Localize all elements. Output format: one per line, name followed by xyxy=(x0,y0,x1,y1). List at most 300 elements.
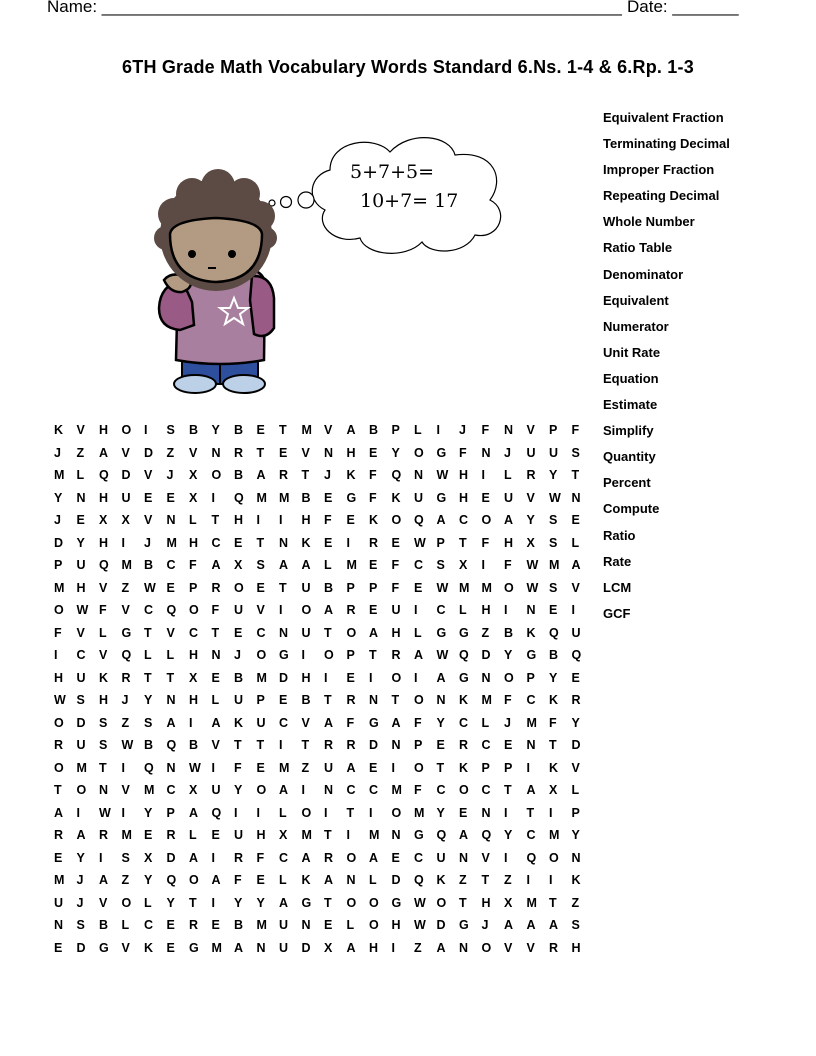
puzzle-letter[interactable]: R xyxy=(166,828,176,842)
puzzle-letter[interactable]: A xyxy=(211,558,221,572)
puzzle-letter[interactable]: U xyxy=(391,603,401,617)
puzzle-letter[interactable]: B xyxy=(234,468,244,482)
puzzle-letter[interactable]: N xyxy=(324,783,334,797)
puzzle-letter[interactable]: E xyxy=(54,850,63,865)
puzzle-letter[interactable]: P xyxy=(346,580,355,595)
puzzle-letter[interactable]: B xyxy=(189,738,199,752)
puzzle-letter[interactable]: M xyxy=(279,760,290,775)
puzzle-letter[interactable]: L xyxy=(99,625,107,640)
puzzle-letter[interactable]: M xyxy=(256,490,267,505)
puzzle-letter[interactable]: I xyxy=(391,940,395,955)
puzzle-letter[interactable]: S xyxy=(549,535,558,550)
puzzle-letter[interactable]: M xyxy=(301,828,312,842)
puzzle-letter[interactable]: M xyxy=(549,828,560,842)
puzzle-letter[interactable]: P xyxy=(436,535,445,550)
puzzle-letter[interactable]: H xyxy=(459,490,469,505)
puzzle-letter[interactable]: C xyxy=(526,828,536,842)
puzzle-letter[interactable]: J xyxy=(144,535,151,550)
puzzle-letter[interactable]: O xyxy=(256,783,267,797)
puzzle-letter[interactable]: E xyxy=(144,490,153,505)
puzzle-letter[interactable]: U xyxy=(234,828,244,842)
puzzle-letter[interactable]: N xyxy=(346,873,356,887)
puzzle-letter[interactable]: T xyxy=(234,738,242,752)
puzzle-letter[interactable]: Q xyxy=(414,513,424,527)
puzzle-letter[interactable]: G xyxy=(279,648,289,662)
puzzle-letter[interactable]: E xyxy=(279,693,288,707)
puzzle-letter[interactable]: T xyxy=(391,693,400,707)
puzzle-letter[interactable]: V xyxy=(301,715,310,730)
puzzle-letter[interactable]: T xyxy=(301,738,310,752)
puzzle-letter[interactable]: T xyxy=(279,423,287,437)
puzzle-letter[interactable]: M xyxy=(121,558,132,572)
puzzle-letter[interactable]: Y xyxy=(549,468,558,482)
puzzle-letter[interactable]: T xyxy=(459,895,467,910)
puzzle-letter[interactable]: U xyxy=(526,445,536,460)
puzzle-letter[interactable]: L xyxy=(481,715,490,730)
puzzle-letter[interactable]: H xyxy=(301,670,311,685)
puzzle-letter[interactable]: A xyxy=(526,783,536,797)
puzzle-letter[interactable]: C xyxy=(459,715,469,730)
puzzle-letter[interactable]: I xyxy=(414,603,418,617)
puzzle-letter[interactable]: O xyxy=(54,603,64,617)
puzzle-letter[interactable]: L xyxy=(144,648,152,662)
puzzle-letter[interactable]: C xyxy=(189,625,199,640)
puzzle-letter[interactable]: I xyxy=(256,513,260,527)
puzzle-letter[interactable]: D xyxy=(54,535,64,550)
puzzle-letter[interactable]: C xyxy=(256,625,266,640)
puzzle-letter[interactable]: V xyxy=(121,603,130,617)
puzzle-letter[interactable]: K xyxy=(144,940,154,955)
puzzle-letter[interactable]: S xyxy=(99,715,108,730)
puzzle-letter[interactable]: L xyxy=(571,783,580,797)
puzzle-letter[interactable]: S xyxy=(99,738,108,752)
puzzle-letter[interactable]: A xyxy=(54,805,64,820)
puzzle-letter[interactable]: I xyxy=(211,760,215,775)
puzzle-letter[interactable]: R xyxy=(369,535,379,550)
puzzle-letter[interactable]: Z xyxy=(121,580,130,595)
puzzle-letter[interactable]: D xyxy=(121,468,131,482)
puzzle-letter[interactable]: M xyxy=(346,558,357,572)
puzzle-letter[interactable]: K xyxy=(571,873,581,887)
puzzle-letter[interactable]: M xyxy=(256,918,267,932)
puzzle-letter[interactable]: B xyxy=(189,423,199,437)
puzzle-letter[interactable]: N xyxy=(481,445,491,460)
puzzle-letter[interactable]: T xyxy=(459,535,467,550)
puzzle-letter[interactable]: I xyxy=(256,805,260,820)
puzzle-letter[interactable]: A xyxy=(346,940,356,955)
puzzle-letter[interactable]: K xyxy=(99,670,109,685)
puzzle-letter[interactable]: U xyxy=(301,580,311,595)
puzzle-letter[interactable]: G xyxy=(301,895,312,910)
puzzle-letter[interactable]: X xyxy=(189,783,198,797)
puzzle-letter[interactable]: M xyxy=(301,423,312,437)
puzzle-letter[interactable]: B xyxy=(144,558,154,572)
puzzle-letter[interactable]: W xyxy=(76,603,89,617)
puzzle-letter[interactable]: R xyxy=(571,693,581,707)
puzzle-letter[interactable]: M xyxy=(526,715,537,730)
puzzle-letter[interactable]: O xyxy=(256,648,267,662)
puzzle-letter[interactable]: I xyxy=(279,738,283,752)
puzzle-letter[interactable]: P xyxy=(526,670,535,685)
puzzle-letter[interactable]: S xyxy=(571,445,580,460)
puzzle-letter[interactable]: F xyxy=(391,580,400,595)
puzzle-letter[interactable]: R xyxy=(99,828,109,842)
puzzle-letter[interactable]: F xyxy=(324,513,332,527)
puzzle-letter[interactable]: B xyxy=(234,670,244,685)
puzzle-letter[interactable]: F xyxy=(99,603,107,617)
puzzle-letter[interactable]: W xyxy=(414,918,426,932)
puzzle-letter[interactable]: R xyxy=(459,738,469,752)
puzzle-letter[interactable]: C xyxy=(459,513,469,527)
puzzle-letter[interactable]: N xyxy=(571,490,581,505)
puzzle-letter[interactable]: E xyxy=(369,558,378,572)
puzzle-letter[interactable]: E xyxy=(256,580,265,595)
puzzle-letter[interactable]: H xyxy=(391,918,401,932)
puzzle-letter[interactable]: Q xyxy=(549,625,559,640)
puzzle-letter[interactable]: I xyxy=(346,535,350,550)
puzzle-letter[interactable]: E xyxy=(211,670,220,685)
puzzle-letter[interactable]: A xyxy=(189,850,199,865)
puzzle-letter[interactable]: W xyxy=(189,760,201,775)
puzzle-letter[interactable]: T xyxy=(54,783,62,797)
puzzle-letter[interactable]: Q xyxy=(234,490,244,505)
puzzle-letter[interactable]: M xyxy=(144,783,155,797)
puzzle-letter[interactable]: P xyxy=(549,423,558,437)
puzzle-letter[interactable]: U xyxy=(76,670,86,685)
puzzle-letter[interactable]: N xyxy=(459,940,469,955)
puzzle-letter[interactable]: X xyxy=(549,783,558,797)
puzzle-letter[interactable]: K xyxy=(459,760,469,775)
puzzle-letter[interactable]: Q xyxy=(166,603,177,617)
puzzle-letter[interactable]: C xyxy=(369,783,379,797)
puzzle-letter[interactable]: Z xyxy=(414,940,422,955)
puzzle-letter[interactable]: N xyxy=(211,648,221,662)
puzzle-letter[interactable]: C xyxy=(144,603,154,617)
puzzle-letter[interactable]: T xyxy=(346,805,355,820)
puzzle-letter[interactable]: N xyxy=(414,468,424,482)
puzzle-letter[interactable]: W xyxy=(436,468,449,482)
puzzle-letter[interactable]: I xyxy=(211,895,215,910)
puzzle-letter[interactable]: Y xyxy=(144,873,153,887)
puzzle-letter[interactable]: W xyxy=(414,535,426,550)
puzzle-letter[interactable]: I xyxy=(301,648,305,662)
puzzle-letter[interactable]: T xyxy=(369,648,377,662)
puzzle-letter[interactable]: H xyxy=(346,445,356,460)
puzzle-letter[interactable]: U xyxy=(256,715,266,730)
puzzle-letter[interactable]: D xyxy=(571,738,581,752)
puzzle-letter[interactable]: Q xyxy=(481,828,492,842)
puzzle-letter[interactable]: L xyxy=(324,558,332,572)
puzzle-letter[interactable]: K xyxy=(234,715,244,730)
puzzle-letter[interactable]: R xyxy=(234,445,244,460)
puzzle-letter[interactable]: J xyxy=(54,445,61,460)
puzzle-letter[interactable]: M xyxy=(414,805,425,820)
puzzle-letter[interactable]: B xyxy=(99,918,109,932)
puzzle-letter[interactable]: B xyxy=(234,423,244,437)
puzzle-letter[interactable]: N xyxy=(391,738,401,752)
puzzle-letter[interactable]: P xyxy=(166,805,175,820)
puzzle-letter[interactable]: A xyxy=(76,828,86,842)
puzzle-letter[interactable]: E xyxy=(166,940,175,955)
puzzle-letter[interactable]: E xyxy=(166,580,175,595)
puzzle-letter[interactable]: V xyxy=(526,490,535,505)
puzzle-letter[interactable]: J xyxy=(76,873,84,887)
puzzle-letter[interactable]: T xyxy=(211,625,220,640)
puzzle-letter[interactable]: F xyxy=(346,715,355,730)
puzzle-letter[interactable]: P xyxy=(414,738,423,752)
puzzle-letter[interactable]: O xyxy=(414,445,424,460)
puzzle-letter[interactable]: G xyxy=(346,490,357,505)
puzzle-letter[interactable]: E xyxy=(504,738,513,752)
puzzle-letter[interactable]: N xyxy=(526,738,536,752)
puzzle-letter[interactable]: T xyxy=(324,693,332,707)
puzzle-letter[interactable]: N xyxy=(369,693,379,707)
puzzle-letter[interactable]: E xyxy=(549,603,558,617)
puzzle-letter[interactable]: Q xyxy=(414,873,424,887)
puzzle-letter[interactable]: T xyxy=(436,760,445,775)
puzzle-letter[interactable]: Y xyxy=(144,693,153,707)
puzzle-letter[interactable]: I xyxy=(189,715,193,730)
puzzle-letter[interactable]: E xyxy=(369,445,378,460)
puzzle-letter[interactable]: Q xyxy=(436,828,447,842)
puzzle-letter[interactable]: T xyxy=(189,895,197,910)
puzzle-letter[interactable]: Y xyxy=(526,513,535,527)
puzzle-letter[interactable]: R xyxy=(279,468,289,482)
puzzle-letter[interactable]: E xyxy=(571,513,580,527)
puzzle-letter[interactable]: Q xyxy=(99,558,109,572)
puzzle-letter[interactable]: K xyxy=(369,513,379,527)
puzzle-letter[interactable]: O xyxy=(54,760,64,775)
puzzle-letter[interactable]: G xyxy=(391,895,402,910)
puzzle-letter[interactable]: M xyxy=(391,783,402,797)
puzzle-letter[interactable]: F xyxy=(256,850,265,865)
puzzle-letter[interactable]: J xyxy=(234,648,241,662)
puzzle-letter[interactable]: H xyxy=(99,535,109,550)
puzzle-letter[interactable]: Q xyxy=(211,805,222,820)
puzzle-letter[interactable]: Z xyxy=(481,625,490,640)
puzzle-letter[interactable]: C xyxy=(481,783,491,797)
puzzle-letter[interactable]: Z xyxy=(301,760,310,775)
puzzle-letter[interactable]: L xyxy=(459,603,467,617)
puzzle-letter[interactable]: A xyxy=(324,603,334,617)
puzzle-letter[interactable]: F xyxy=(414,783,422,797)
puzzle-letter[interactable]: P xyxy=(369,580,378,595)
puzzle-letter[interactable]: A xyxy=(414,648,424,662)
puzzle-letter[interactable]: X xyxy=(189,468,198,482)
puzzle-letter[interactable]: I xyxy=(549,873,553,887)
puzzle-letter[interactable]: Y xyxy=(211,423,220,437)
puzzle-letter[interactable]: A xyxy=(301,850,311,865)
puzzle-letter[interactable]: H xyxy=(189,535,199,550)
puzzle-letter[interactable]: O xyxy=(121,423,132,437)
puzzle-letter[interactable]: G xyxy=(459,625,469,640)
puzzle-letter[interactable]: E xyxy=(324,535,333,550)
puzzle-letter[interactable]: R xyxy=(54,828,64,842)
puzzle-letter[interactable]: L xyxy=(571,535,580,550)
puzzle-letter[interactable]: V xyxy=(256,603,265,617)
puzzle-letter[interactable]: K xyxy=(549,693,559,707)
puzzle-letter[interactable]: X xyxy=(324,940,333,955)
puzzle-letter[interactable]: N xyxy=(391,828,401,842)
puzzle-letter[interactable]: E xyxy=(369,760,378,775)
puzzle-letter[interactable]: I xyxy=(234,805,238,820)
puzzle-letter[interactable]: Y xyxy=(256,895,265,910)
puzzle-letter[interactable]: E xyxy=(76,513,85,527)
puzzle-letter[interactable]: R xyxy=(549,940,559,955)
puzzle-letter[interactable]: V xyxy=(571,580,580,595)
puzzle-letter[interactable]: O xyxy=(301,603,312,617)
puzzle-letter[interactable]: C xyxy=(346,783,356,797)
puzzle-letter[interactable]: X xyxy=(234,558,243,572)
puzzle-letter[interactable]: B xyxy=(144,738,154,752)
puzzle-letter[interactable]: Z xyxy=(121,873,130,887)
puzzle-letter[interactable]: D xyxy=(144,445,154,460)
puzzle-letter[interactable]: A xyxy=(234,940,244,955)
puzzle-letter[interactable]: G xyxy=(369,715,379,730)
puzzle-letter[interactable]: R xyxy=(346,603,356,617)
puzzle-letter[interactable]: N xyxy=(526,603,536,617)
puzzle-letter[interactable]: I xyxy=(54,648,58,662)
puzzle-letter[interactable]: K xyxy=(54,423,64,437)
puzzle-letter[interactable]: I xyxy=(414,670,418,685)
puzzle-letter[interactable]: E xyxy=(481,490,490,505)
puzzle-letter[interactable]: Z xyxy=(121,715,130,730)
puzzle-letter[interactable]: A xyxy=(189,805,199,820)
puzzle-letter[interactable]: C xyxy=(436,783,446,797)
puzzle-letter[interactable]: P xyxy=(504,760,513,775)
puzzle-letter[interactable]: M xyxy=(459,580,470,595)
puzzle-letter[interactable]: E xyxy=(324,490,333,505)
puzzle-letter[interactable]: A xyxy=(279,783,289,797)
puzzle-letter[interactable]: T xyxy=(279,580,287,595)
puzzle-letter[interactable]: R xyxy=(324,850,334,865)
puzzle-letter[interactable]: U xyxy=(301,625,311,640)
puzzle-letter[interactable]: C xyxy=(144,918,154,932)
puzzle-letter[interactable]: B xyxy=(504,625,514,640)
puzzle-letter[interactable]: M xyxy=(481,693,492,707)
puzzle-letter[interactable]: T xyxy=(549,738,557,752)
puzzle-letter[interactable]: B xyxy=(369,423,379,437)
puzzle-letter[interactable]: R xyxy=(234,850,244,865)
puzzle-letter[interactable]: N xyxy=(166,513,176,527)
puzzle-letter[interactable]: F xyxy=(369,468,377,482)
puzzle-letter[interactable]: O xyxy=(369,895,379,910)
puzzle-letter[interactable]: M xyxy=(121,828,132,842)
puzzle-letter[interactable]: H xyxy=(234,513,244,527)
puzzle-letter[interactable]: Z xyxy=(459,873,467,887)
puzzle-letter[interactable]: S xyxy=(121,850,130,865)
puzzle-letter[interactable]: H xyxy=(391,625,401,640)
puzzle-letter[interactable]: B xyxy=(549,648,559,662)
puzzle-letter[interactable]: L xyxy=(504,468,512,482)
puzzle-letter[interactable]: E xyxy=(211,918,220,932)
puzzle-letter[interactable]: L xyxy=(121,918,130,932)
puzzle-letter[interactable]: E xyxy=(369,603,378,617)
puzzle-letter[interactable]: V xyxy=(504,940,513,955)
puzzle-letter[interactable]: Q xyxy=(144,760,154,775)
puzzle-letter[interactable]: C xyxy=(436,603,446,617)
puzzle-letter[interactable]: A xyxy=(549,918,559,932)
puzzle-letter[interactable]: W xyxy=(121,738,134,752)
puzzle-letter[interactable]: R xyxy=(346,738,356,752)
puzzle-letter[interactable]: V xyxy=(121,940,130,955)
puzzle-letter[interactable]: P xyxy=(54,558,63,572)
puzzle-letter[interactable]: D xyxy=(301,940,311,955)
puzzle-letter[interactable]: H xyxy=(571,940,581,955)
puzzle-letter[interactable]: F xyxy=(504,693,512,707)
puzzle-letter[interactable]: U xyxy=(414,490,424,505)
puzzle-letter[interactable]: X xyxy=(459,558,468,572)
puzzle-letter[interactable]: T xyxy=(481,873,490,887)
puzzle-letter[interactable]: H xyxy=(99,693,109,707)
puzzle-letter[interactable]: P xyxy=(256,693,265,707)
puzzle-letter[interactable]: W xyxy=(54,693,66,707)
puzzle-letter[interactable]: J xyxy=(54,513,61,527)
puzzle-letter[interactable]: I xyxy=(369,670,373,685)
puzzle-letter[interactable]: E xyxy=(571,670,580,685)
puzzle-letter[interactable]: Y xyxy=(234,895,243,910)
puzzle-letter[interactable]: H xyxy=(189,648,199,662)
puzzle-letter[interactable]: L xyxy=(369,873,377,887)
puzzle-letter[interactable]: O xyxy=(76,783,87,797)
puzzle-letter[interactable]: H xyxy=(54,670,64,685)
puzzle-letter[interactable]: K xyxy=(549,760,559,775)
puzzle-letter[interactable]: P xyxy=(189,580,198,595)
puzzle-letter[interactable]: G xyxy=(436,445,447,460)
puzzle-letter[interactable]: E xyxy=(54,940,63,955)
puzzle-letter[interactable]: W xyxy=(526,580,539,595)
puzzle-letter[interactable]: N xyxy=(166,693,176,707)
puzzle-letter[interactable]: K xyxy=(346,468,356,482)
puzzle-letter[interactable]: I xyxy=(121,805,125,820)
puzzle-letter[interactable]: A xyxy=(324,715,334,730)
puzzle-letter[interactable]: A xyxy=(211,715,221,730)
puzzle-letter[interactable]: I xyxy=(481,468,485,482)
puzzle-letter[interactable]: U xyxy=(504,490,514,505)
puzzle-letter[interactable]: I xyxy=(481,558,485,572)
puzzle-letter[interactable]: O xyxy=(391,513,402,527)
puzzle-letter[interactable]: H xyxy=(481,603,491,617)
puzzle-letter[interactable]: I xyxy=(211,850,215,865)
puzzle-letter[interactable]: W xyxy=(414,895,426,910)
puzzle-letter[interactable]: F xyxy=(481,535,490,550)
puzzle-letter[interactable]: U xyxy=(211,783,221,797)
puzzle-letter[interactable]: Y xyxy=(234,783,243,797)
puzzle-letter[interactable]: D xyxy=(279,670,289,685)
puzzle-letter[interactable]: I xyxy=(121,760,125,775)
puzzle-letter[interactable]: E xyxy=(166,918,175,932)
puzzle-letter[interactable]: E xyxy=(346,670,355,685)
puzzle-letter[interactable]: V xyxy=(526,940,535,955)
puzzle-letter[interactable]: Z xyxy=(571,895,580,910)
puzzle-letter[interactable]: C xyxy=(279,715,289,730)
puzzle-letter[interactable]: C xyxy=(166,783,176,797)
puzzle-letter[interactable]: F xyxy=(369,490,377,505)
puzzle-letter[interactable]: U xyxy=(76,738,86,752)
puzzle-letter[interactable]: I xyxy=(121,535,125,550)
puzzle-letter[interactable]: M xyxy=(549,558,560,572)
puzzle-letter[interactable]: I xyxy=(99,850,103,865)
puzzle-letter[interactable]: D xyxy=(166,850,176,865)
puzzle-letter[interactable]: W xyxy=(436,580,449,595)
puzzle-letter[interactable]: N xyxy=(301,918,311,932)
puzzle-letter[interactable]: I xyxy=(391,760,395,775)
puzzle-letter[interactable]: V xyxy=(76,625,85,640)
puzzle-letter[interactable]: Y xyxy=(166,895,175,910)
puzzle-letter[interactable]: S xyxy=(144,715,153,730)
puzzle-letter[interactable]: Y xyxy=(391,445,400,460)
puzzle-letter[interactable]: I xyxy=(504,850,508,865)
